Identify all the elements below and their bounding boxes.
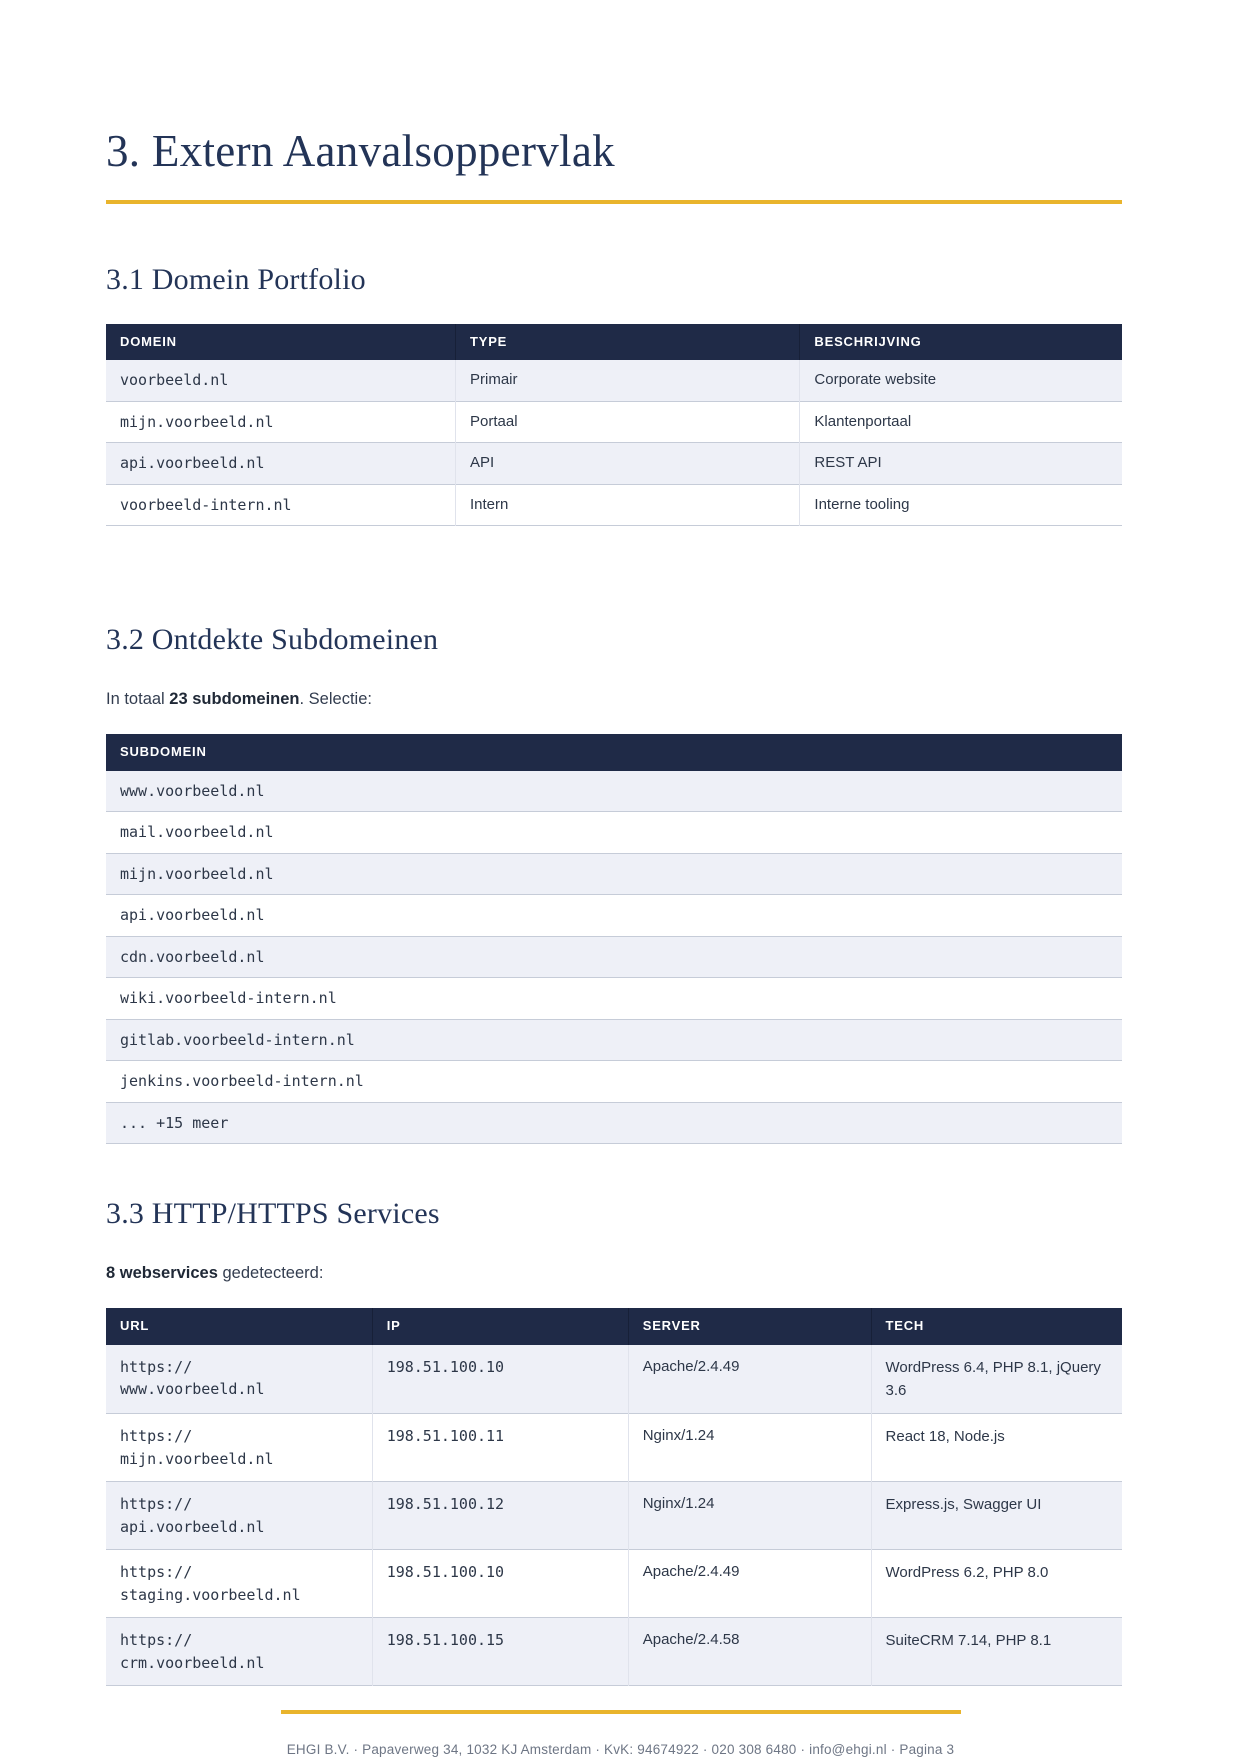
table-row: [106, 853, 1122, 895]
page-title: 3. Extern Aanvalsoppervlak: [106, 126, 615, 176]
column-header-ip: IP: [372, 1308, 628, 1344]
type-cell: API: [456, 443, 800, 485]
ip-cell: 198.51.100.15: [372, 1618, 628, 1686]
server-cell: Apache/2.4.49: [628, 1345, 871, 1414]
tech-cell: React 18, Node.js: [871, 1414, 1122, 1482]
domain-cell: mijn.voorbeeld.nl: [120, 412, 274, 431]
subdomain-cell: jenkins.voorbeeld-intern.nl: [120, 1072, 364, 1091]
tech-cell: WordPress 6.2, PHP 8.0: [871, 1550, 1122, 1618]
services-intro: [106, 1262, 1122, 1284]
intro-count: 8 webservices: [106, 1264, 218, 1283]
table-row: [106, 1345, 1122, 1414]
url-cell: https://crm.voorbeeld.nl: [120, 1631, 265, 1672]
table-row: [106, 1482, 1122, 1550]
section-heading-subdomains: 3.2 Ontdekte Subdomeinen: [106, 623, 439, 656]
subdomain-cell: gitlab.voorbeeld-intern.nl: [120, 1030, 355, 1049]
footer-accent-rule: [281, 1710, 961, 1714]
subdomain-cell: api.voorbeeld.nl: [120, 906, 265, 925]
table-row: [106, 1061, 1122, 1103]
ip-cell: 198.51.100.10: [372, 1550, 628, 1618]
table-row-more: [106, 1102, 1122, 1144]
subdomains-intro: [106, 688, 1122, 710]
intro-text: . Selectie:: [299, 690, 372, 708]
tech-cell: Express.js, Swagger UI: [871, 1482, 1122, 1550]
table-row: [106, 895, 1122, 937]
table-row: [106, 978, 1122, 1020]
table-row: [106, 771, 1122, 812]
url-cell: https://staging.voorbeeld.nl: [120, 1563, 301, 1604]
tech-cell: WordPress 6.4, PHP 8.1, jQuery 3.6: [871, 1345, 1122, 1414]
description-cell: Corporate website: [800, 360, 1122, 401]
table-row: [106, 812, 1122, 854]
column-header-domein: DOMEIN: [106, 324, 456, 360]
domain-table-header-row: [106, 324, 1122, 360]
table-row: [106, 1414, 1122, 1482]
table-row: [106, 443, 1122, 485]
server-cell: Apache/2.4.58: [628, 1618, 871, 1686]
subdomain-cell: www.voorbeeld.nl: [120, 781, 265, 800]
description-cell: Interne tooling: [800, 484, 1122, 526]
type-cell: Primair: [456, 360, 800, 401]
subdomain-cell: cdn.voorbeeld.nl: [120, 947, 265, 966]
table-row: [106, 484, 1122, 526]
intro-text: gedetecteerd:: [217, 1264, 324, 1283]
ip-cell: 198.51.100.11: [372, 1414, 628, 1482]
section-heading-services: 3.3 HTTP/HTTPS Services: [106, 1197, 440, 1231]
table-row: [106, 1618, 1122, 1686]
more-subdomains-cell: ... +15 meer: [120, 1113, 229, 1132]
domain-cell: voorbeeld.nl: [120, 371, 229, 389]
subdomain-cell: mail.voorbeeld.nl: [120, 823, 274, 842]
server-cell: Nginx/1.24: [628, 1414, 871, 1482]
column-header-type: TYPE: [456, 324, 800, 360]
tech-cell: SuiteCRM 7.14, PHP 8.1: [871, 1618, 1122, 1686]
footer-text: EHGI B.V. · Papaverweg 34, 1032 KJ Amsterdam · KvK: 94674922 · 020 308 6480 · info@ehgi.nl · Pagina 3: [286, 1742, 955, 1757]
domain-cell: voorbeeld-intern.nl: [120, 495, 292, 514]
intro-count: 23 subdomeinen: [169, 690, 300, 708]
url-cell: https://mijn.voorbeeld.nl: [120, 1427, 274, 1468]
table-row: [106, 1019, 1122, 1061]
table-row: [106, 1550, 1122, 1618]
ip-cell: 198.51.100.12: [372, 1482, 628, 1550]
page-footer: [0, 1710, 1241, 1757]
subdomain-table-header-row: [106, 734, 1122, 770]
intro-text: In totaal: [106, 690, 170, 708]
section-heading-domains: 3.1 Domein Portfolio: [106, 262, 366, 296]
ip-cell: 198.51.100.10: [372, 1345, 628, 1414]
url-cell: https://www.voorbeeld.nl: [120, 1357, 265, 1399]
subdomain-cell: mijn.voorbeeld.nl: [120, 864, 274, 883]
domain-cell: api.voorbeeld.nl: [120, 454, 265, 472]
server-cell: Apache/2.4.49: [628, 1550, 871, 1618]
server-cell: Nginx/1.24: [628, 1482, 871, 1550]
type-cell: Portaal: [456, 401, 800, 443]
description-cell: Klantenportaal: [800, 401, 1122, 443]
services-table: [106, 1308, 1122, 1686]
column-header-server: SERVER: [628, 1308, 871, 1344]
title-accent-rule: [106, 200, 1122, 204]
subdomain-table: [106, 734, 1122, 1144]
page-content: [106, 0, 1122, 1686]
column-header-tech: TECH: [871, 1308, 1122, 1344]
table-row: [106, 401, 1122, 443]
type-cell: Intern: [456, 484, 800, 526]
domain-table: [106, 324, 1122, 526]
description-cell: REST API: [800, 443, 1122, 485]
url-cell: https://api.voorbeeld.nl: [120, 1495, 265, 1536]
table-row: [106, 936, 1122, 978]
column-header-subdomein: SUBDOMEIN: [106, 734, 1122, 770]
column-header-url: URL: [106, 1308, 372, 1344]
services-table-header-row: [106, 1308, 1122, 1344]
column-header-beschrijving: BESCHRIJVING: [800, 324, 1122, 360]
subdomain-cell: wiki.voorbeeld-intern.nl: [120, 989, 337, 1008]
table-row: [106, 360, 1122, 401]
